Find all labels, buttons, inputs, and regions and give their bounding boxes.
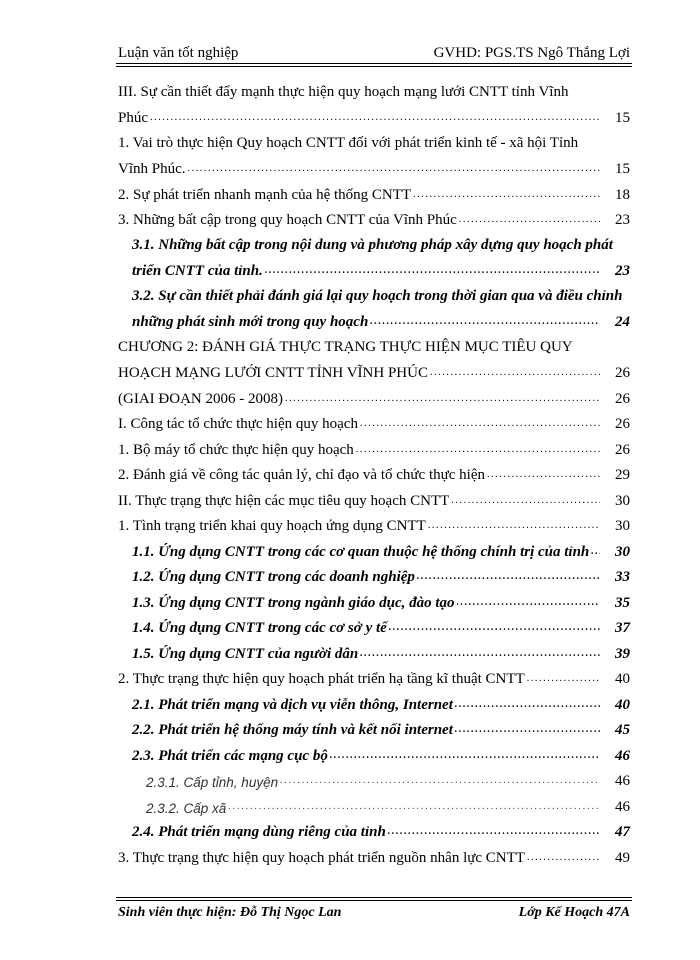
toc-page-number: 33 <box>615 569 630 585</box>
footer-rule-double <box>116 900 632 901</box>
dot-leader <box>428 520 600 535</box>
toc-entry[interactable] <box>118 586 630 612</box>
toc-page-number: 30 <box>615 543 630 560</box>
toc-entry-title: 2.3.2. Cấp xã <box>146 800 227 816</box>
toc-page-number: 26 <box>615 441 630 458</box>
toc-entry-title: 1.1. Ứng dụng CNTT trong các cơ quan thuộc hệ thống chính trị của tỉnh <box>132 543 590 560</box>
toc-entry[interactable] <box>118 331 630 382</box>
toc-page-number: 47 <box>615 824 630 840</box>
toc-entry[interactable] <box>118 280 630 331</box>
toc-page-number: 46 <box>615 773 630 789</box>
toc-page-number: 37 <box>615 620 630 636</box>
toc-page-number: 15 <box>615 161 630 177</box>
toc-entry[interactable] <box>118 535 630 561</box>
toc-entry[interactable] <box>118 229 630 280</box>
toc-entry[interactable] <box>118 408 630 434</box>
dot-leader <box>188 163 601 178</box>
dot-leader <box>417 571 600 586</box>
dot-leader <box>330 750 600 765</box>
toc-entry-title: 1. Bộ máy tổ chức thực hiện quy hoạch <box>118 441 354 458</box>
toc-page-number: 45 <box>615 722 630 738</box>
dot-leader <box>527 852 600 867</box>
toc-page-number: 26 <box>615 390 630 407</box>
toc-entry-title: 3. Những bất cập trong quy hoạch CNTT của Vĩnh Phúc <box>118 212 457 228</box>
toc-page-number: 18 <box>615 186 630 203</box>
toc-entry-title: 1.2. Ứng dụng CNTT trong các doanh nghiệp <box>132 569 415 585</box>
toc-entry-title: 2.1. Phát triển mạng và dịch vụ viễn thông, Internet <box>132 696 453 713</box>
toc-entry-title-cont: những phát sinh mới trong quy hoạch <box>132 314 369 330</box>
toc-entry-title: 1.3. Ứng dụng CNTT trong ngành giáo dục, đào tạo <box>132 594 455 611</box>
dot-leader <box>360 418 600 433</box>
toc-page-number: 15 <box>615 110 630 126</box>
toc-entry[interactable] <box>118 714 630 740</box>
toc-entry-title: 1. Tình trạng triển khai quy hoạch ứng dụng CNTT <box>118 518 426 534</box>
toc-entry[interactable] <box>118 204 630 230</box>
toc-entry[interactable] <box>118 433 630 459</box>
toc-entry-title: I. Công tác tổ chức thực hiện quy hoạch <box>118 416 358 432</box>
toc-entry[interactable] <box>118 127 630 178</box>
toc-entry[interactable] <box>118 178 630 204</box>
footer-rule <box>116 897 632 898</box>
dot-leader <box>459 214 600 229</box>
toc-page-number: 26 <box>615 416 630 432</box>
toc-page-number: 49 <box>615 849 630 866</box>
dot-leader <box>265 265 600 280</box>
toc-entry-title: II. Thực trạng thực hiện các mục tiêu quy hoạch CNTT <box>118 492 450 509</box>
toc-page-number: 24 <box>615 314 630 330</box>
dot-leader <box>591 546 600 561</box>
header-rule-double <box>116 66 632 67</box>
dot-leader <box>150 112 600 127</box>
toc-entry[interactable] <box>118 561 630 587</box>
header-rule <box>116 63 632 64</box>
toc-entry[interactable] <box>118 76 630 127</box>
toc-page-number: 39 <box>615 645 630 662</box>
toc-entry[interactable] <box>118 790 630 816</box>
header-advisor: GVHD: PGS.TS Ngô Thắng Lợi <box>433 45 630 61</box>
dot-leader <box>455 699 600 714</box>
toc-page-number: 23 <box>615 212 630 228</box>
dot-leader <box>451 495 600 510</box>
toc-entry-title: 2.3.1. Cấp tỉnh, huyện <box>146 775 279 790</box>
toc-entry-title-cont: Phúc <box>118 110 148 126</box>
toc-entry[interactable] <box>118 382 630 408</box>
dot-leader <box>228 801 600 816</box>
toc-page-number: 46 <box>615 747 630 764</box>
dot-leader <box>413 189 600 204</box>
toc-entry-title: 2. Đánh giá về công tác quản lý, chỉ đạo và tổ chức thực hiện <box>118 467 485 483</box>
dot-leader <box>455 724 600 739</box>
toc-entry-title: CHƯƠNG 2: ĐÁNH GIÁ THỰC TRẠNG THỰC HIỆN MỤC TIÊU QUY <box>118 339 573 355</box>
toc-page-number: 35 <box>615 594 630 611</box>
toc-entry[interactable] <box>118 739 630 765</box>
toc-page-number: 46 <box>615 798 630 815</box>
toc-page-number: 40 <box>615 671 630 687</box>
dot-leader <box>280 775 600 790</box>
toc-entry-title-cont: HOẠCH MẠNG LƯỚI CNTT TỈNH VĨNH PHÚC <box>118 365 428 381</box>
toc-entry-title: 3.2. Sự cần thiết phải đánh giá lại quy hoạch trong thời gian qua và điều chỉnh <box>132 288 623 304</box>
toc-entry[interactable] <box>118 637 630 663</box>
toc-entry-title: 1.5. Ứng dụng CNTT của người dân <box>132 645 359 662</box>
toc-entry[interactable] <box>118 510 630 536</box>
toc-entry[interactable] <box>118 484 630 510</box>
toc-entry-title-cont: triển CNTT của tỉnh. <box>132 263 263 279</box>
table-of-contents <box>118 76 630 867</box>
dot-leader <box>389 622 600 637</box>
toc-page-number: 23 <box>615 263 630 279</box>
toc-entry[interactable] <box>118 612 630 638</box>
toc-entry-title: 2.3. Phát triển các mạng cục bộ <box>132 747 328 764</box>
toc-page-number: 30 <box>615 492 630 509</box>
dot-leader <box>457 597 600 612</box>
toc-entry-title: 2.2. Phát triển hệ thống máy tính và kết nối internet <box>132 722 453 738</box>
footer-student: Sinh viên thực hiện: Đỗ Thị Ngọc Lan <box>118 905 342 920</box>
page-header <box>118 38 630 62</box>
toc-entry-title: 3.1. Những bất cập trong nội dung và phương pháp xây dựng quy hoạch phát <box>132 237 613 253</box>
page-footer <box>118 905 630 921</box>
dot-leader <box>487 469 600 484</box>
toc-entry-title: 2. Thực trạng thực hiện quy hoạch phát triển hạ tầng kĩ thuật CNTT <box>118 671 525 687</box>
toc-entry[interactable] <box>118 663 630 689</box>
toc-entry-title: 2. Sự phát triển nhanh mạnh của hệ thống CNTT <box>118 186 412 203</box>
header-thesis-title: Luận văn tốt nghiệp <box>118 45 239 61</box>
toc-entry[interactable] <box>118 841 630 867</box>
dot-leader <box>356 444 600 459</box>
dot-leader <box>430 367 600 382</box>
toc-entry-title: 3. Thực trạng thực hiện quy hoạch phát triển nguồn nhân lực CNTT <box>118 849 525 866</box>
toc-page-number: 26 <box>615 365 630 381</box>
footer-class: Lớp Kế Hoạch 47A <box>518 905 630 920</box>
toc-entry[interactable] <box>118 459 630 485</box>
toc-entry-title: (GIAI ĐOẠN 2006 - 2008) <box>118 390 283 407</box>
dot-leader <box>388 826 600 841</box>
dot-leader <box>285 393 600 408</box>
toc-entry-title: 1.4. Ứng dụng CNTT trong các cơ sở y tế <box>132 620 387 636</box>
toc-page-number: 30 <box>615 518 630 534</box>
toc-entry[interactable] <box>118 765 630 791</box>
toc-entry-title-cont: Vĩnh Phúc. <box>118 161 186 177</box>
toc-entry-title: 2.4. Phát triển mạng dùng riêng của tỉnh <box>132 824 386 840</box>
toc-entry[interactable] <box>118 688 630 714</box>
toc-entry[interactable] <box>118 816 630 842</box>
toc-entry-title: 1. Vai trò thực hiện Quy hoạch CNTT đối với phát triển kinh tế - xã hội Tỉnh <box>118 135 579 151</box>
dot-leader <box>360 648 600 663</box>
toc-page-number: 29 <box>615 467 630 483</box>
dot-leader <box>527 673 600 688</box>
toc-page-number: 40 <box>615 696 630 713</box>
dot-leader <box>370 316 600 331</box>
toc-entry-title: III. Sự cần thiết đẩy mạnh thực hiện quy hoạch mạng lưới CNTT tỉnh Vĩnh <box>118 84 569 100</box>
